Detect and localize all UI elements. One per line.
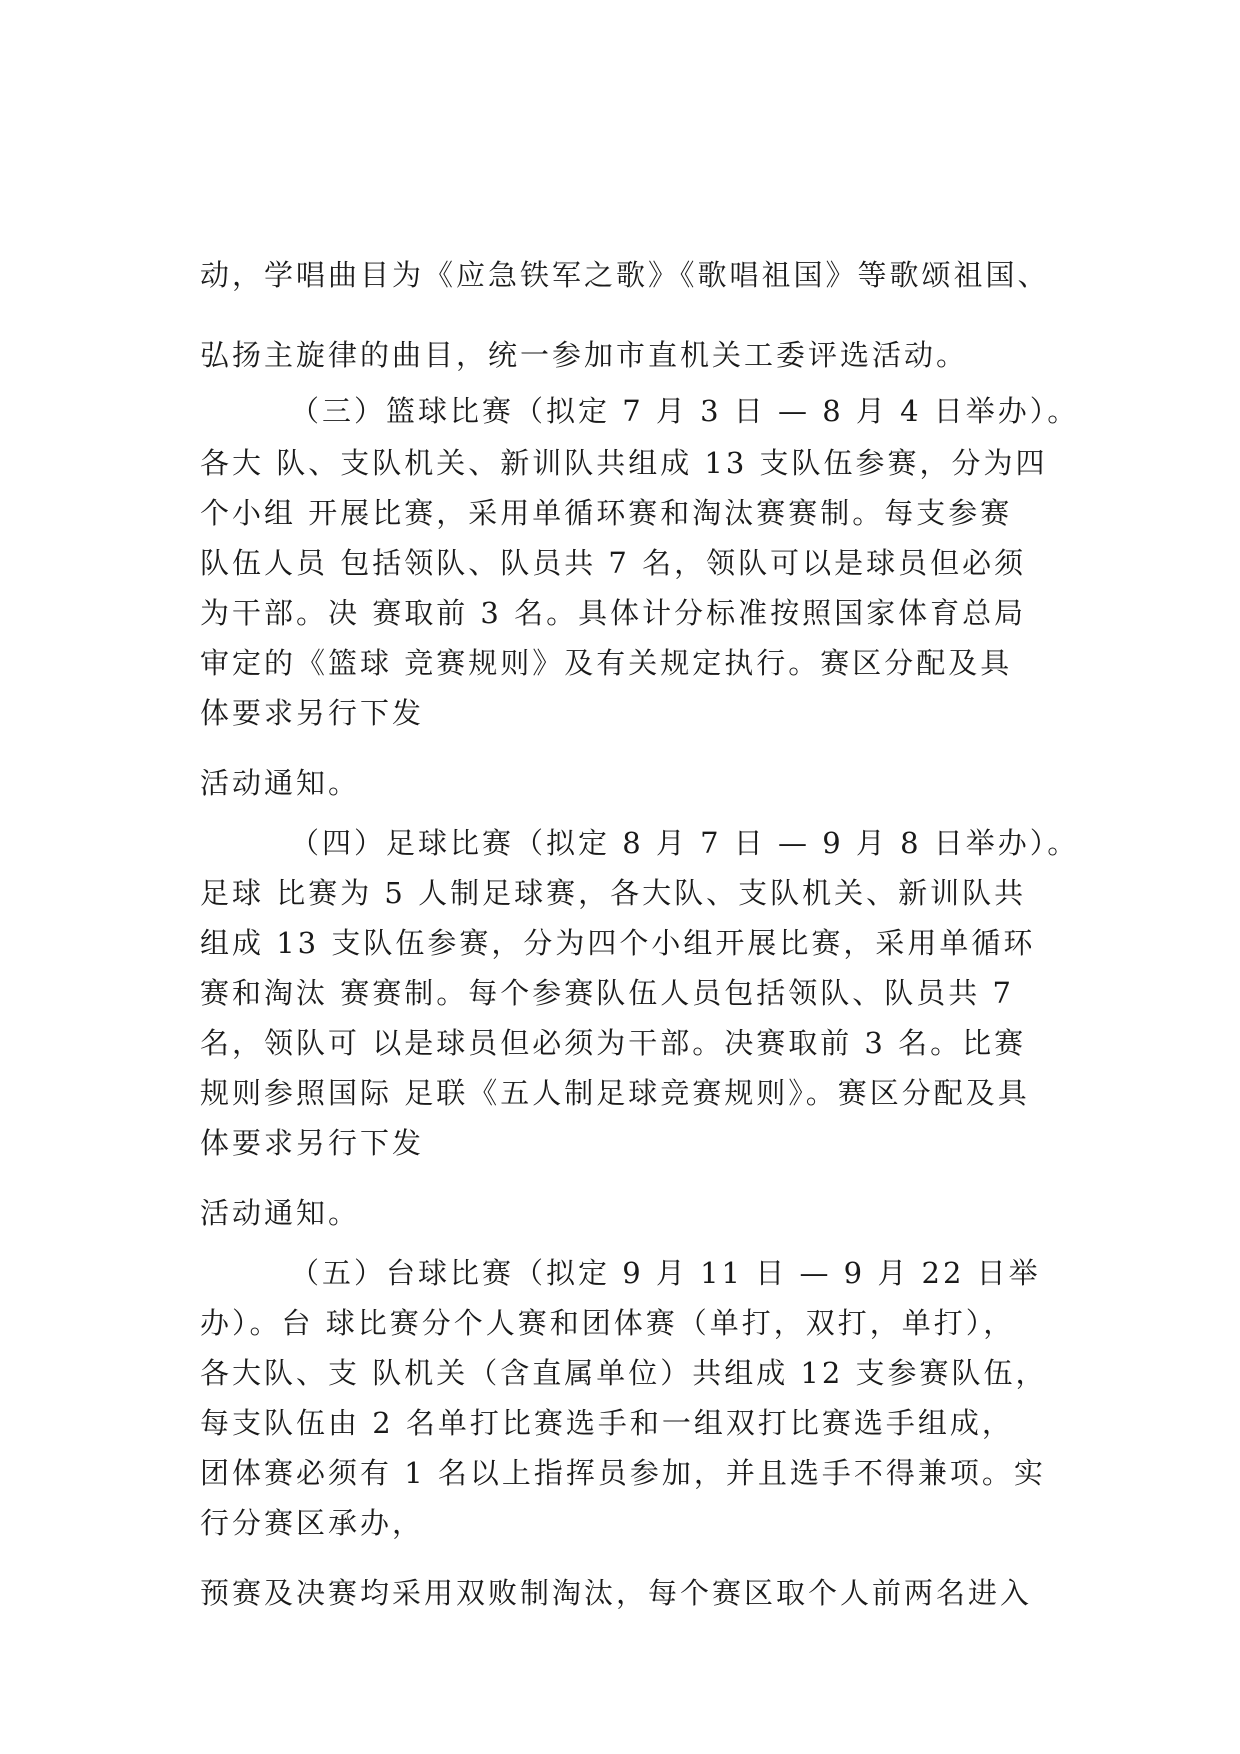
text-line: 体要求另行下发 xyxy=(200,696,425,730)
text-line: 赛和淘汰 赛赛制。每个参赛队伍人员包括领队、队员共 7 xyxy=(200,976,1014,1010)
text-line: 队伍人员 包括领队、队员共 7 名，领队可以是球员但必须 xyxy=(200,546,1027,580)
text-line: 预赛及决赛均采用双败制淘汰，每个赛区取个人前两名进入 xyxy=(200,1576,1033,1610)
text-line: 个小组 开展比赛，采用单循环赛和淘汰赛赛制。每支参赛 xyxy=(200,496,1013,530)
section-heading-basketball: （三）篮球比赛（拟定 7 月 3 日 — 8 月 4 日举办）。 xyxy=(290,394,1080,428)
text-line: 弘扬主旋律的曲目，统一参加市直机关工委评选活动。 xyxy=(200,338,969,372)
text-line: 行分赛区承办， xyxy=(200,1506,425,1540)
text-line: 活动通知。 xyxy=(200,766,361,800)
text-line: 团体赛必须有 1 名以上指挥员参加，并且选手不得兼项。实 xyxy=(200,1456,1046,1490)
section-heading-football: （四）足球比赛（拟定 8 月 7 日 — 9 月 8 日举办）。 xyxy=(290,826,1080,860)
text-line: 各大队、支 队机关（含直属单位）共组成 12 支参赛队伍， xyxy=(200,1356,1048,1390)
text-line: 名，领队可 以是球员但必须为干部。决赛取前 3 名。比赛 xyxy=(200,1026,1027,1060)
text-line: 体要求另行下发 xyxy=(200,1126,425,1160)
text-line: 组成 13 支队伍参赛，分为四个小组开展比赛，采用单循环 xyxy=(200,926,1036,960)
text-line: 活动通知。 xyxy=(200,1196,361,1230)
text-line: 足球 比赛为 5 人制足球赛，各大队、支队机关、新训队共 xyxy=(200,876,1027,910)
text-line: 规则参照国际 足联《五人制足球竞赛规则》。赛区分配及具 xyxy=(200,1076,1030,1110)
text-line: 审定的《篮球 竞赛规则》及有关规定执行。赛区分配及具 xyxy=(200,646,1013,680)
text-line: 为干部。决 赛取前 3 名。具体计分标准按照国家体育总局 xyxy=(200,596,1027,630)
text-line: 每支队伍由 2 名单打比赛选手和一组双打比赛选手组成， xyxy=(200,1406,1014,1440)
section-heading-billiards: （五）台球比赛（拟定 9 月 11 日 — 9 月 22 日举 xyxy=(290,1256,1041,1290)
text-line: 动，学唱曲目为《应急铁军之歌》《歌唱祖国》等歌颂祖国、 xyxy=(200,258,1050,292)
text-line: 各大 队、支队机关、新训队共组成 13 支队伍参赛，分为四 xyxy=(200,446,1048,480)
text-line: 办）。台 球比赛分个人赛和团体赛（单打，双打，单打）， xyxy=(200,1306,1016,1340)
